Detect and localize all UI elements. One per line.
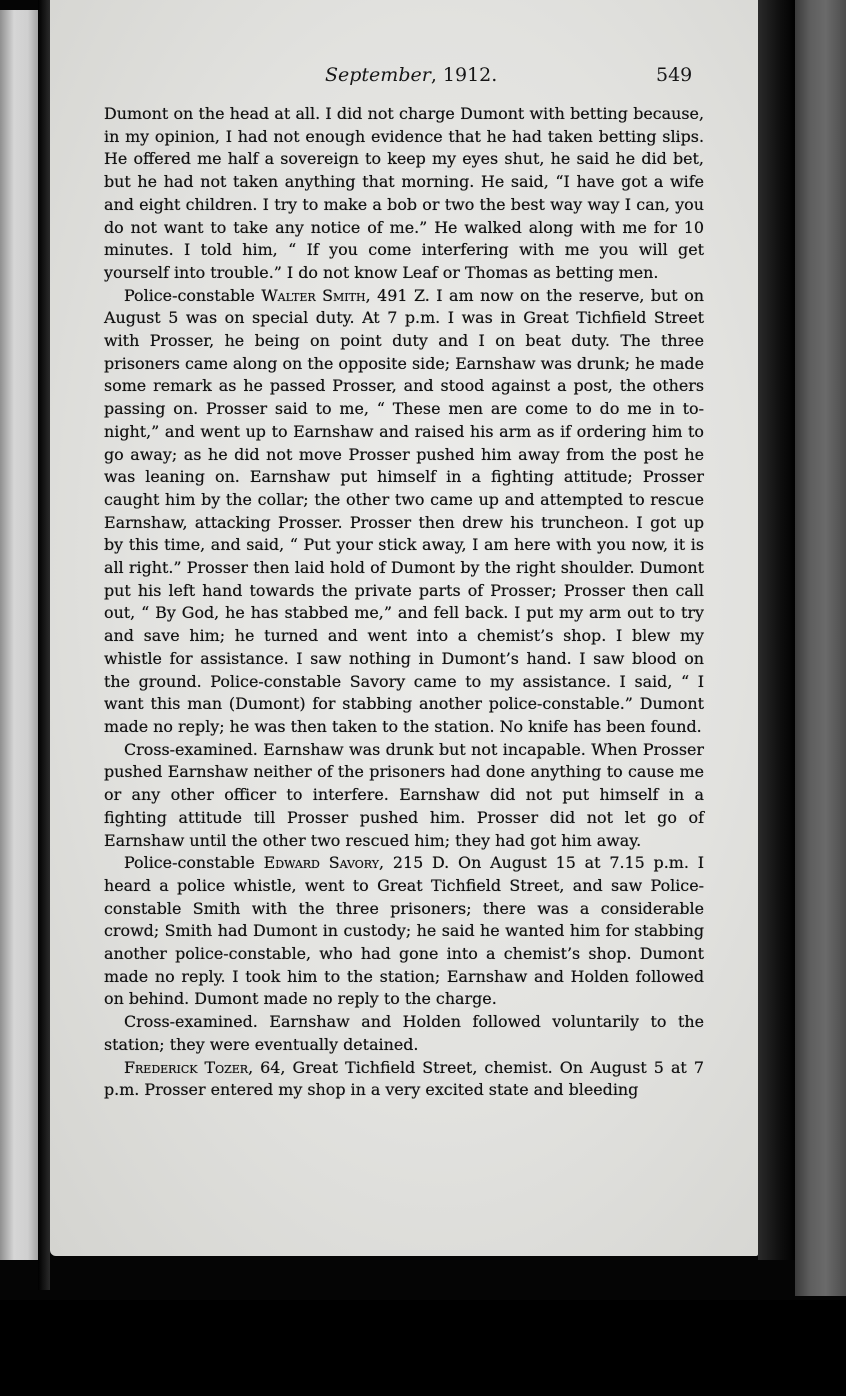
paragraph-savory-cross-examination <box>104 1011 704 1056</box>
witness-name: Edward Savory <box>263 853 379 873</box>
body-text <box>104 103 704 1102</box>
running-title <box>325 64 497 86</box>
paragraph-text: , 64, Great Tichfield Street, chemist. On August 5 at 7 p.m. Prosser entered my shop in a very excited state and bleeding <box>104 1057 704 1100</box>
paragraph-continuation <box>104 103 704 285</box>
running-title-month: September <box>325 64 431 86</box>
paragraph-text: Dumont on the head at all. I did not charge Dumont with betting because, in my opinion, I had not enough evidence that he had taken betting slips. He offered me half a sovereign to keep my eyes shut, he said he did bet, but he had not taken anything that morning. He said, “I have got a wife and eight children. I try to make a bob or two the best way way I can, you do not want to take any notice of me.” He walked along with me for 10 minutes. I told him, “ If you come interfering with me you will get yourself into trouble.” I do not know Leaf or Thomas as betting men. <box>104 104 704 282</box>
paragraph-text: , 491 Z. I am now on the reserve, but on August 5 was on special duty. At 7 p.m. I was in Great Tichfield Street with Prosser, he being on point duty and I on beat duty. The three prisoners came along on the opposite side; Earnshaw was drunk; he made some remark as he passed Prosser, and stood against a post, the others passing on. Prosser said to me, “ These men are come to do me in to-night,” and went up to Earnshaw and raised his arm as if ordering him to go away; as he did not move Prosser pushed him away from the post he was leaning on. Earnshaw put himself in a fighting attitude; Prosser caught him by the collar; the other two came up and attempted to rescue Earnshaw, attacking Prosser. Prosser then drew his truncheon. I got up by this time, and said, “ Put your stick away, I am here with you now, it is all right.” Prosser then laid hold of Dumont by the right shoulder. Dumont put his left hand towards the private parts of Prosser; Prosser then call out, “ By God, he has stabbed me,” and fell back. I put my arm out to try and save him; he turned and went into a chemist’s shop. I blew my whistle for assistance. I saw nothing in Dumont’s hand. I saw blood on the ground. Police-constable Savory came to my assistance. I said, “ I want this man (Dumont) for stabbing another police-constable.” Dumont made no reply; he was then taken to the station. No knife has been found. <box>104 285 704 736</box>
paragraph-text: Cross-examined. Earnshaw was drunk but not incapable. When Prosser pushed Earnshaw neither of the prisoners had done anything to cause me or any other officer to interfere. Earnshaw did not put himself in a fighting attitude till Prosser pushed him. Prosser did not let go of Earnshaw until the other two rescued him; they had got him away. <box>104 739 704 850</box>
book-spine-shadow <box>38 0 50 1290</box>
paragraph-edward-savory-testimony <box>104 852 704 1011</box>
witness-name: Frederick Tozer <box>124 1057 249 1077</box>
running-head <box>50 64 758 90</box>
book-page <box>50 0 758 1256</box>
paragraph-text: Cross-examined. Earnshaw and Holden followed voluntarily to the station; they were eventually detained. <box>104 1012 704 1054</box>
book-board-shadow <box>758 0 796 1260</box>
scan-bottom-margin <box>0 1300 846 1396</box>
paragraph-text: Police-constable <box>124 853 264 873</box>
facing-page-edge <box>0 10 42 1260</box>
witness-name: Walter Smith <box>261 285 366 305</box>
paragraph-walter-smith-testimony <box>104 285 704 739</box>
paragraph-text: , 215 D. On August 15 at 7.15 p.m. I heard a police whistle, went to Great Tichfield Street, and saw Police-constable Smith with the three prisoners; there was a considerable crowd; Smith had Dumont in custody; he said he wanted him for stabbing another police-constable, who had gone into a chemist’s shop. Dumont made no reply. I took him to the station; Earnshaw and Holden followed on behind. Dumont made no reply to the charge. <box>104 853 704 1009</box>
paragraph-smith-cross-examination <box>104 739 704 853</box>
paragraph-frederick-tozer-testimony <box>104 1057 704 1102</box>
running-title-year: , 1912. <box>430 64 498 86</box>
page-number: 549 <box>656 64 693 86</box>
paragraph-text: Police-constable <box>124 285 262 305</box>
scanner-bed-edge <box>795 0 846 1296</box>
